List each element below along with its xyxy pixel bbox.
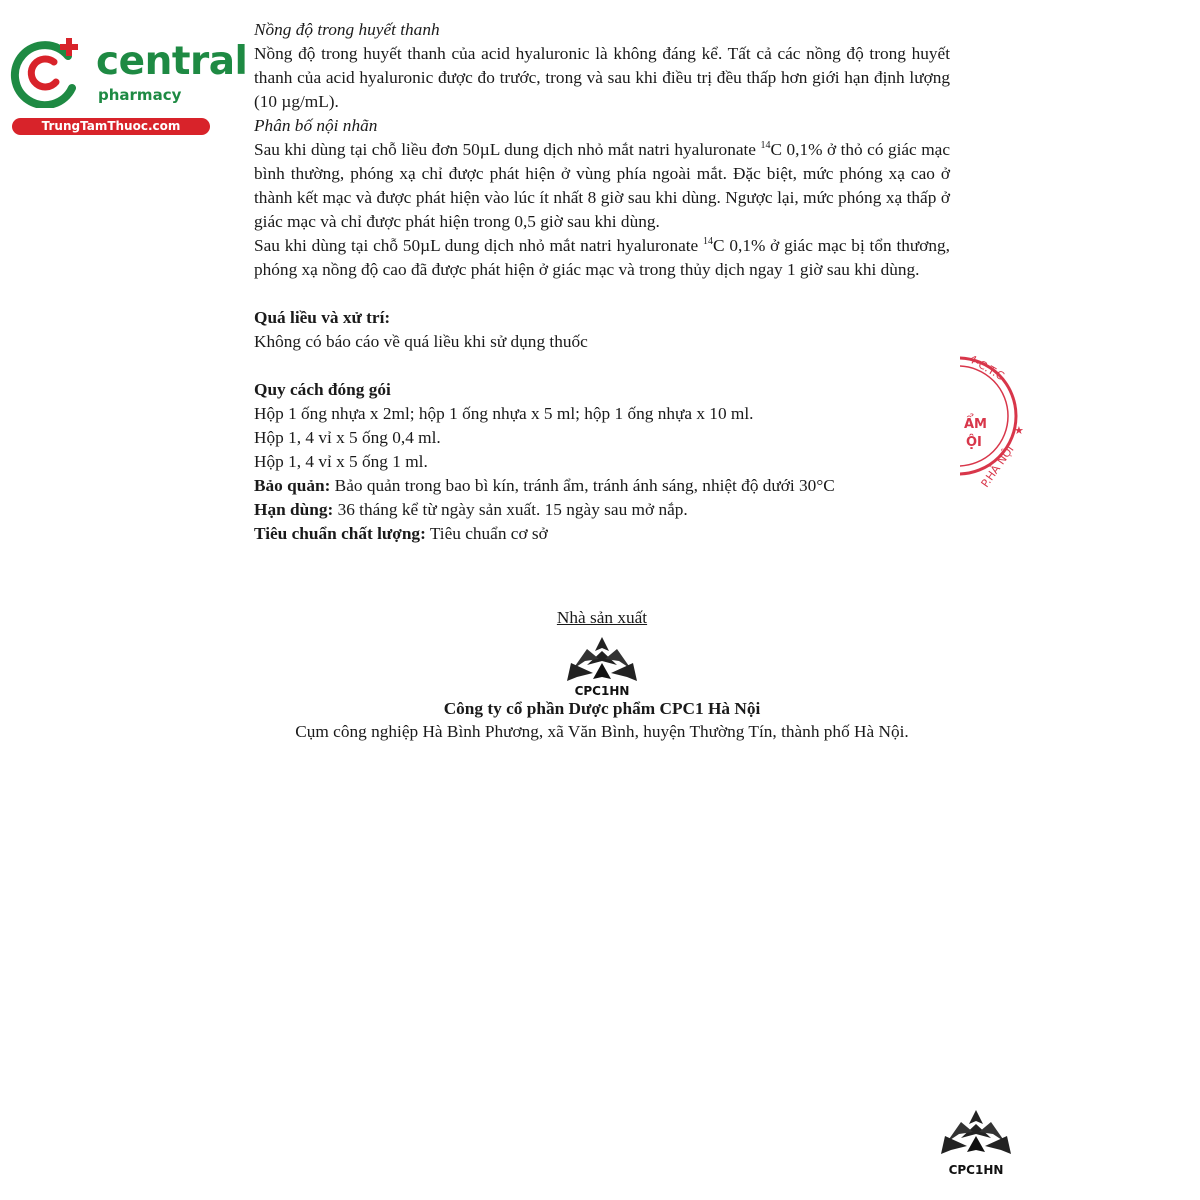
section-packaging-title: Quy cách đóng gói [254, 380, 391, 399]
svg-text:CPC1HN: CPC1HN [574, 684, 630, 697]
section-serum-text: Nồng độ trong huyết thanh của acid hyaluronic là không đáng kể. Tất cả các nồng độ trong huyết thanh của acid hyaluronic được đo trước, trong và sau khi điều trị đều thấp hơn giới hạn định lượng (10 µg/mL). [254, 44, 950, 111]
section-overdose-title: Quá liều và xử trí: [254, 308, 391, 327]
packaging-line: Hộp 1, 4 vỉ x 5 ống 1 ml. [254, 452, 428, 471]
expiry-line: Hạn dùng: 36 tháng kể từ ngày sản xuất. 15 ngày sau mở nắp. [254, 500, 688, 519]
section-distribution-paragraph-1: Sau khi dùng tại chỗ liều đơn 50µL dung dịch nhỏ mắt natri hyaluronate $^{14}$C 0,1% ở thỏ có giác mạc bình thường, phóng xạ chỉ được phát hiện ở vùng phía ngoài mắt. Đặc biệt, mức phóng xạ cao ở thành kết mạc và được phát hiện vào lúc ít nhất 8 giờ sau khi dùng. Ngược lại, mức phóng xạ thấp ở giác mạc và chỉ được phát hiện trong 0,5 giờ sau khi dùng. [254, 140, 950, 231]
central-pharmacy-c-icon [10, 36, 90, 108]
storage-line: Bảo quản: Bảo quản trong bao bì kín, tránh ẩm, tránh ánh sáng, nhiệt độ dưới 30°C [254, 476, 835, 495]
svg-text:★: ★ [1014, 424, 1024, 437]
company-stamp [960, 336, 1030, 496]
manufacturer-title: Nhà sản xuất [556, 608, 648, 627]
quality-standard-line: Tiêu chuẩn chất lượng: Tiêu chuẩn cơ sở [254, 524, 548, 543]
section-serum-title: Nồng độ trong huyết thanh [254, 20, 440, 39]
section-overdose-text: Không có báo cáo về quá liều khi sử dụng thuốc [254, 332, 588, 351]
brand-name: central [96, 39, 248, 84]
packaging-line: Hộp 1 ống nhựa x 2ml; hộp 1 ống nhựa x 5 ml; hộp 1 ống nhựa x 10 ml. [254, 404, 754, 423]
document-body [254, 18, 950, 546]
brand-logo [10, 36, 248, 136]
svg-text:CPC1HN: CPC1HN [948, 1163, 1004, 1177]
brand-subtitle: pharmacy [98, 86, 182, 104]
manufacturer-name: Công ty cổ phần Dược phẩm CPC1 Hà Nội [443, 699, 761, 718]
spacer [254, 282, 950, 306]
section-distribution-paragraph-2: Sau khi dùng tại chỗ 50µL dung dịch nhỏ mắt natri hyaluronate $^{14}$C 0,1% ở giác mạc bị tổn thương, phóng xạ nồng độ cao đã được phát hiện ở giác mạc và trong thủy dịch ngay 1 giờ sau khi dùng. [254, 236, 950, 279]
brand-url-badge: TrungTamThuoc.com [12, 118, 210, 135]
svg-text:P.HÀ NỘI: P.HÀ NỘI [978, 443, 1017, 490]
section-distribution-title: Phân bố nội nhãn [254, 116, 378, 135]
cpc1hn-footer-logo-icon [940, 1108, 1012, 1180]
manufacturer-block [254, 606, 950, 743]
packaging-line: Hộp 1, 4 vỉ x 5 ống 0,4 ml. [254, 428, 441, 447]
manufacturer-address: Cụm công nghiệp Hà Bình Phương, xã Văn Bình, huyện Thường Tín, thành phố Hà Nội. [295, 722, 909, 741]
svg-text:4-C.T.C.: 4-C.T.C. [966, 352, 1010, 385]
cpc1hn-logo-icon [565, 635, 639, 697]
svg-text:ỘI: ỘI [966, 435, 982, 450]
svg-text:ẨM: ẨM [964, 417, 987, 432]
spacer [254, 354, 950, 378]
